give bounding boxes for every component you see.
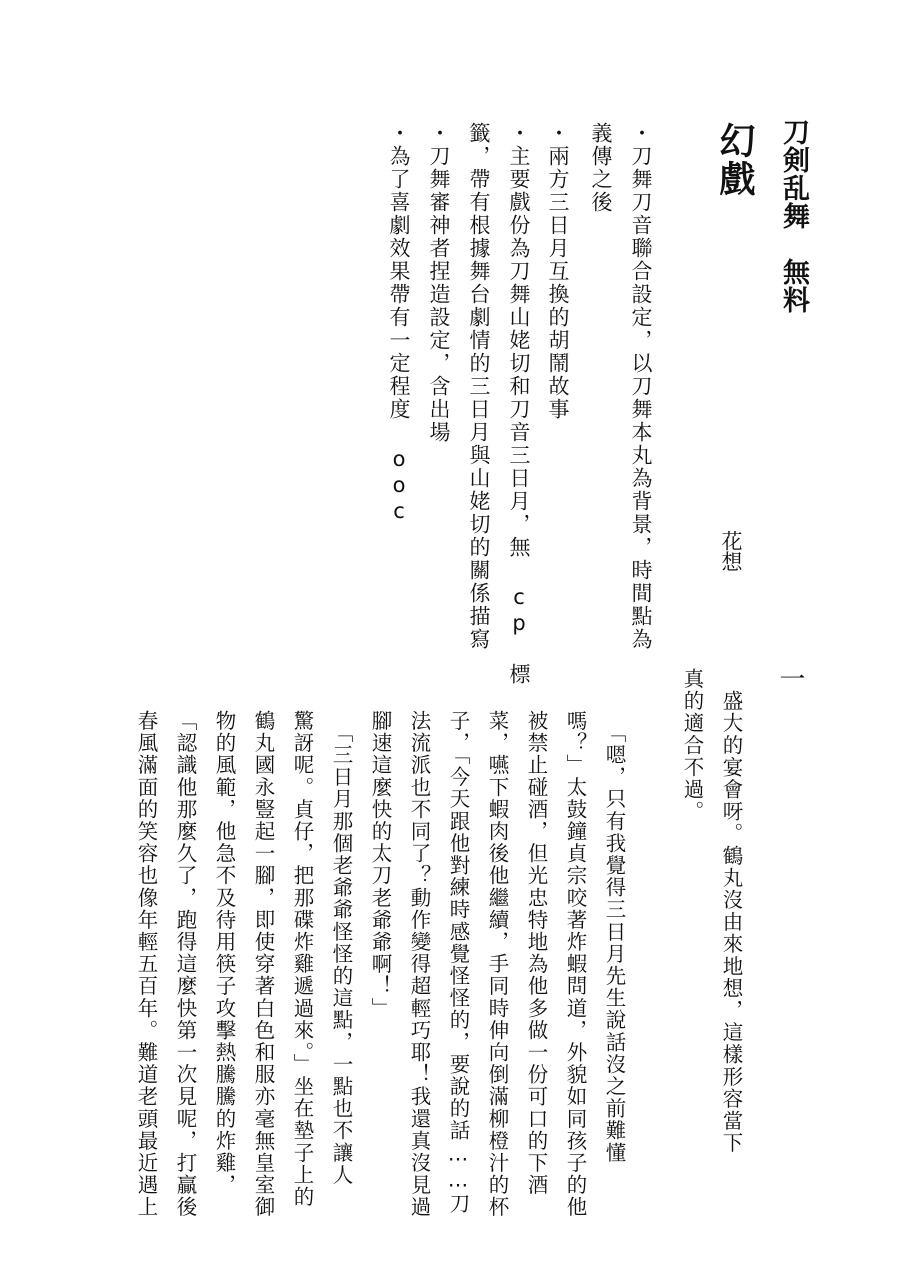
note-line: ・刀舞審神者捏造設定，含出場 bbox=[427, 122, 451, 444]
note-line: 義傳之後 bbox=[589, 122, 613, 214]
chapter-number: 一 bbox=[775, 665, 805, 691]
note-line: ・為了喜劇效果帶有一定程度 ooc bbox=[387, 122, 411, 525]
body-line: 鶴丸國永豎起一腳，即使穿著白色和服亦毫無皇室御 bbox=[251, 710, 275, 1219]
body-line: 春風滿面的笑容也像年輕五百年。難道老頭最近遇上 bbox=[134, 710, 158, 1219]
note-line: ・兩方三日月互換的胡鬧故事 bbox=[546, 122, 570, 421]
note-line: ・主要戲份為刀舞山姥切和刀音三日月，無 cp 標 bbox=[507, 122, 531, 686]
note-line: 籤，帶有根據舞台劇情的三日月與山姥切的關係描寫 bbox=[467, 122, 491, 651]
body-line: 被禁止碰酒，但光忠特地為他多做一份可口的下酒 bbox=[524, 710, 548, 1197]
body-line: 盛大的宴會呀。鶴丸沒由來地想，這樣形容當下 bbox=[719, 668, 743, 1155]
body-line: 腳速這麼快的太刀老爺爺啊！」 bbox=[368, 710, 392, 1020]
note-line: ・刀舞刀音聯合設定，以刀舞本丸為背景，時間點為 bbox=[629, 122, 653, 651]
body-line: 驚訝呢。貞仔，把那碟炸雞遞過來。」坐在墊子上的 bbox=[290, 710, 314, 1209]
body-line: 真的適合不過。 bbox=[680, 668, 704, 823]
body-line: 物的風範，他急不及待用筷子攻擊熱騰騰的炸雞， bbox=[212, 710, 236, 1197]
body-line: 「認識他那麼久了，跑得這麼快第一次見呢，打贏後 bbox=[173, 710, 197, 1219]
body-line: 菜，嚥下蝦肉後他繼續，手同時伸向倒滿柳橙汁的杯 bbox=[485, 710, 509, 1219]
body-line: 子，「今天跟他對練時感覺怪怪的，要說的話……刀 bbox=[446, 710, 470, 1216]
body-line: 嗎？」太鼓鐘貞宗咬著炸蝦問道，外貌如同孩子的他 bbox=[563, 710, 587, 1219]
work-title: 幻戲 bbox=[714, 122, 756, 198]
author-name: 花想 bbox=[719, 530, 743, 572]
series-title: 刀剣乱舞 無料 bbox=[778, 118, 809, 314]
body-line: 法流派也不同了？動作變得超輕巧耶！我還真沒見過 bbox=[407, 710, 431, 1219]
body-line: 「三日月那個老爺爺怪怪的這點，一點也不讓人 bbox=[329, 710, 353, 1186]
body-line: 「嗯，只有我覺得三日月先生說話沒之前難懂 bbox=[602, 710, 626, 1164]
